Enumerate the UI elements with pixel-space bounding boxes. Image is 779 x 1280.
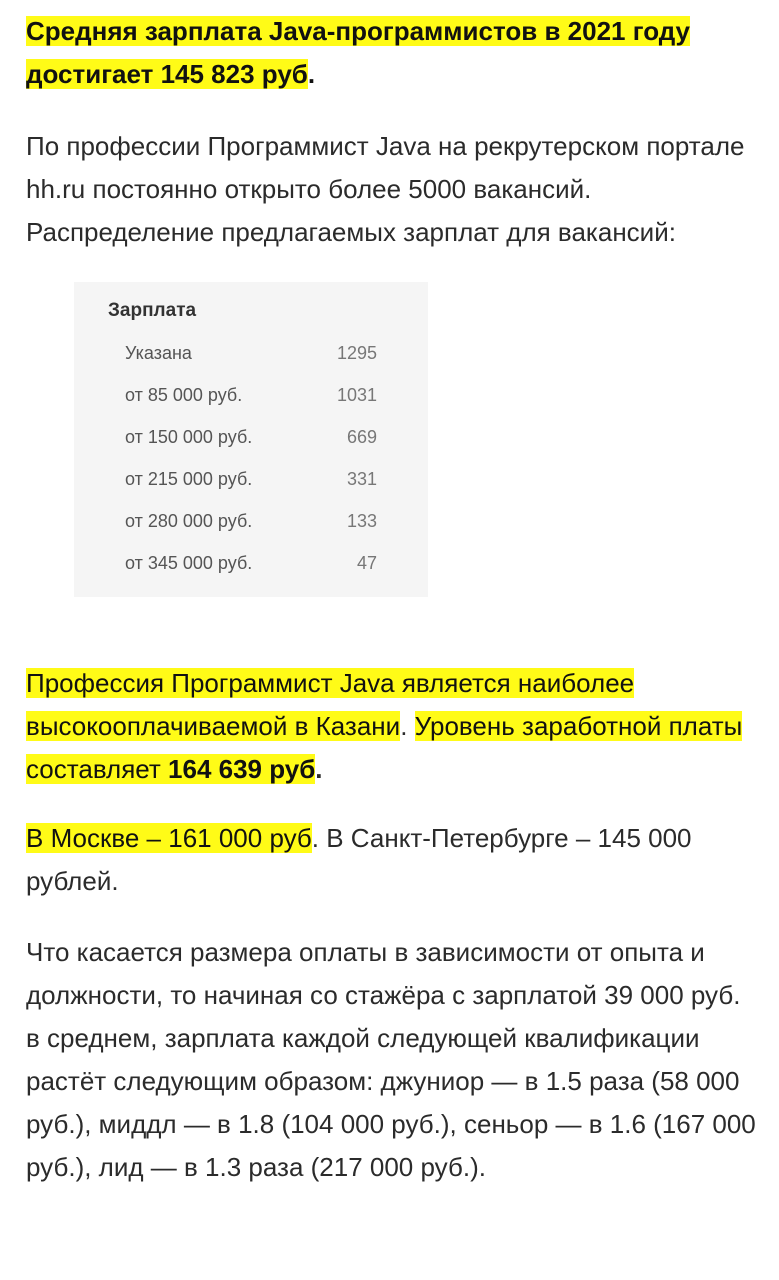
kazan-paragraph	[26, 662, 759, 791]
salary-row[interactable]	[125, 553, 377, 583]
salary-row[interactable]	[125, 469, 377, 499]
kazan-salary-text: Уровень заработной платы составляет	[26, 711, 743, 784]
intro-paragraph: По профессии Программист Java на рекрутерском портале hh.ru постоянно открыто более 5000 вакансий. Распределение предлагаемых зарплат для вакансий:	[26, 131, 745, 247]
salary-row-label: Указана	[125, 343, 192, 363]
kazan-highlight-1: Профессия Программист Java является наиболее высокооплачиваемой в Казани	[26, 668, 635, 741]
salary-row-count: 669	[346, 427, 377, 447]
salary-row-label: от 150 000 руб.	[125, 427, 253, 447]
kazan-salary-amount: 164 639 руб	[168, 754, 316, 784]
moscow-highlight: В Москве – 161 000 руб	[26, 823, 312, 853]
moscow-rest: . В Санкт-Петербурге – 145 000 рублей.	[26, 823, 692, 896]
salary-table-title: Зарплата	[108, 300, 197, 321]
headline	[26, 10, 759, 96]
headline-highlight: Средняя зарплата Java-программистов в 2021 году достигает 145 823 руб	[26, 16, 691, 89]
salary-row-label: от 215 000 руб.	[125, 469, 253, 489]
kazan-separator: .	[400, 711, 415, 741]
salary-row[interactable]	[125, 385, 377, 415]
salary-distribution-table	[74, 282, 428, 597]
salary-row-count: 1295	[336, 343, 377, 363]
salary-row-count: 133	[346, 511, 377, 531]
headline-suffix: .	[307, 59, 316, 89]
experience-paragraph: Что касается размера оплаты в зависимости от опыта и должности, то начиная со стажёра с зарплатой 39 000 руб. в среднем, зарплата каждой следующей квалификации растёт следующим образом: джуниор — в 1.5 раза (58 000 руб.), миддл — в 1.8 (104 000 руб.), сеньор — в 1.6 (167 000 руб.), лид — в 1.3 раза (217 000 руб.).	[26, 937, 756, 1182]
salary-row-label: от 345 000 руб.	[125, 553, 253, 573]
salary-row-count: 1031	[336, 385, 377, 405]
salary-row[interactable]	[125, 343, 377, 373]
kazan-suffix: .	[315, 754, 323, 784]
salary-row-count: 331	[346, 469, 377, 489]
moscow-paragraph	[26, 817, 759, 903]
salary-row[interactable]	[125, 427, 377, 457]
salary-row-count: 47	[356, 553, 377, 573]
salary-row-label: от 280 000 руб.	[125, 511, 253, 531]
salary-row-label: от 85 000 руб.	[125, 385, 243, 405]
salary-row[interactable]	[125, 511, 377, 541]
